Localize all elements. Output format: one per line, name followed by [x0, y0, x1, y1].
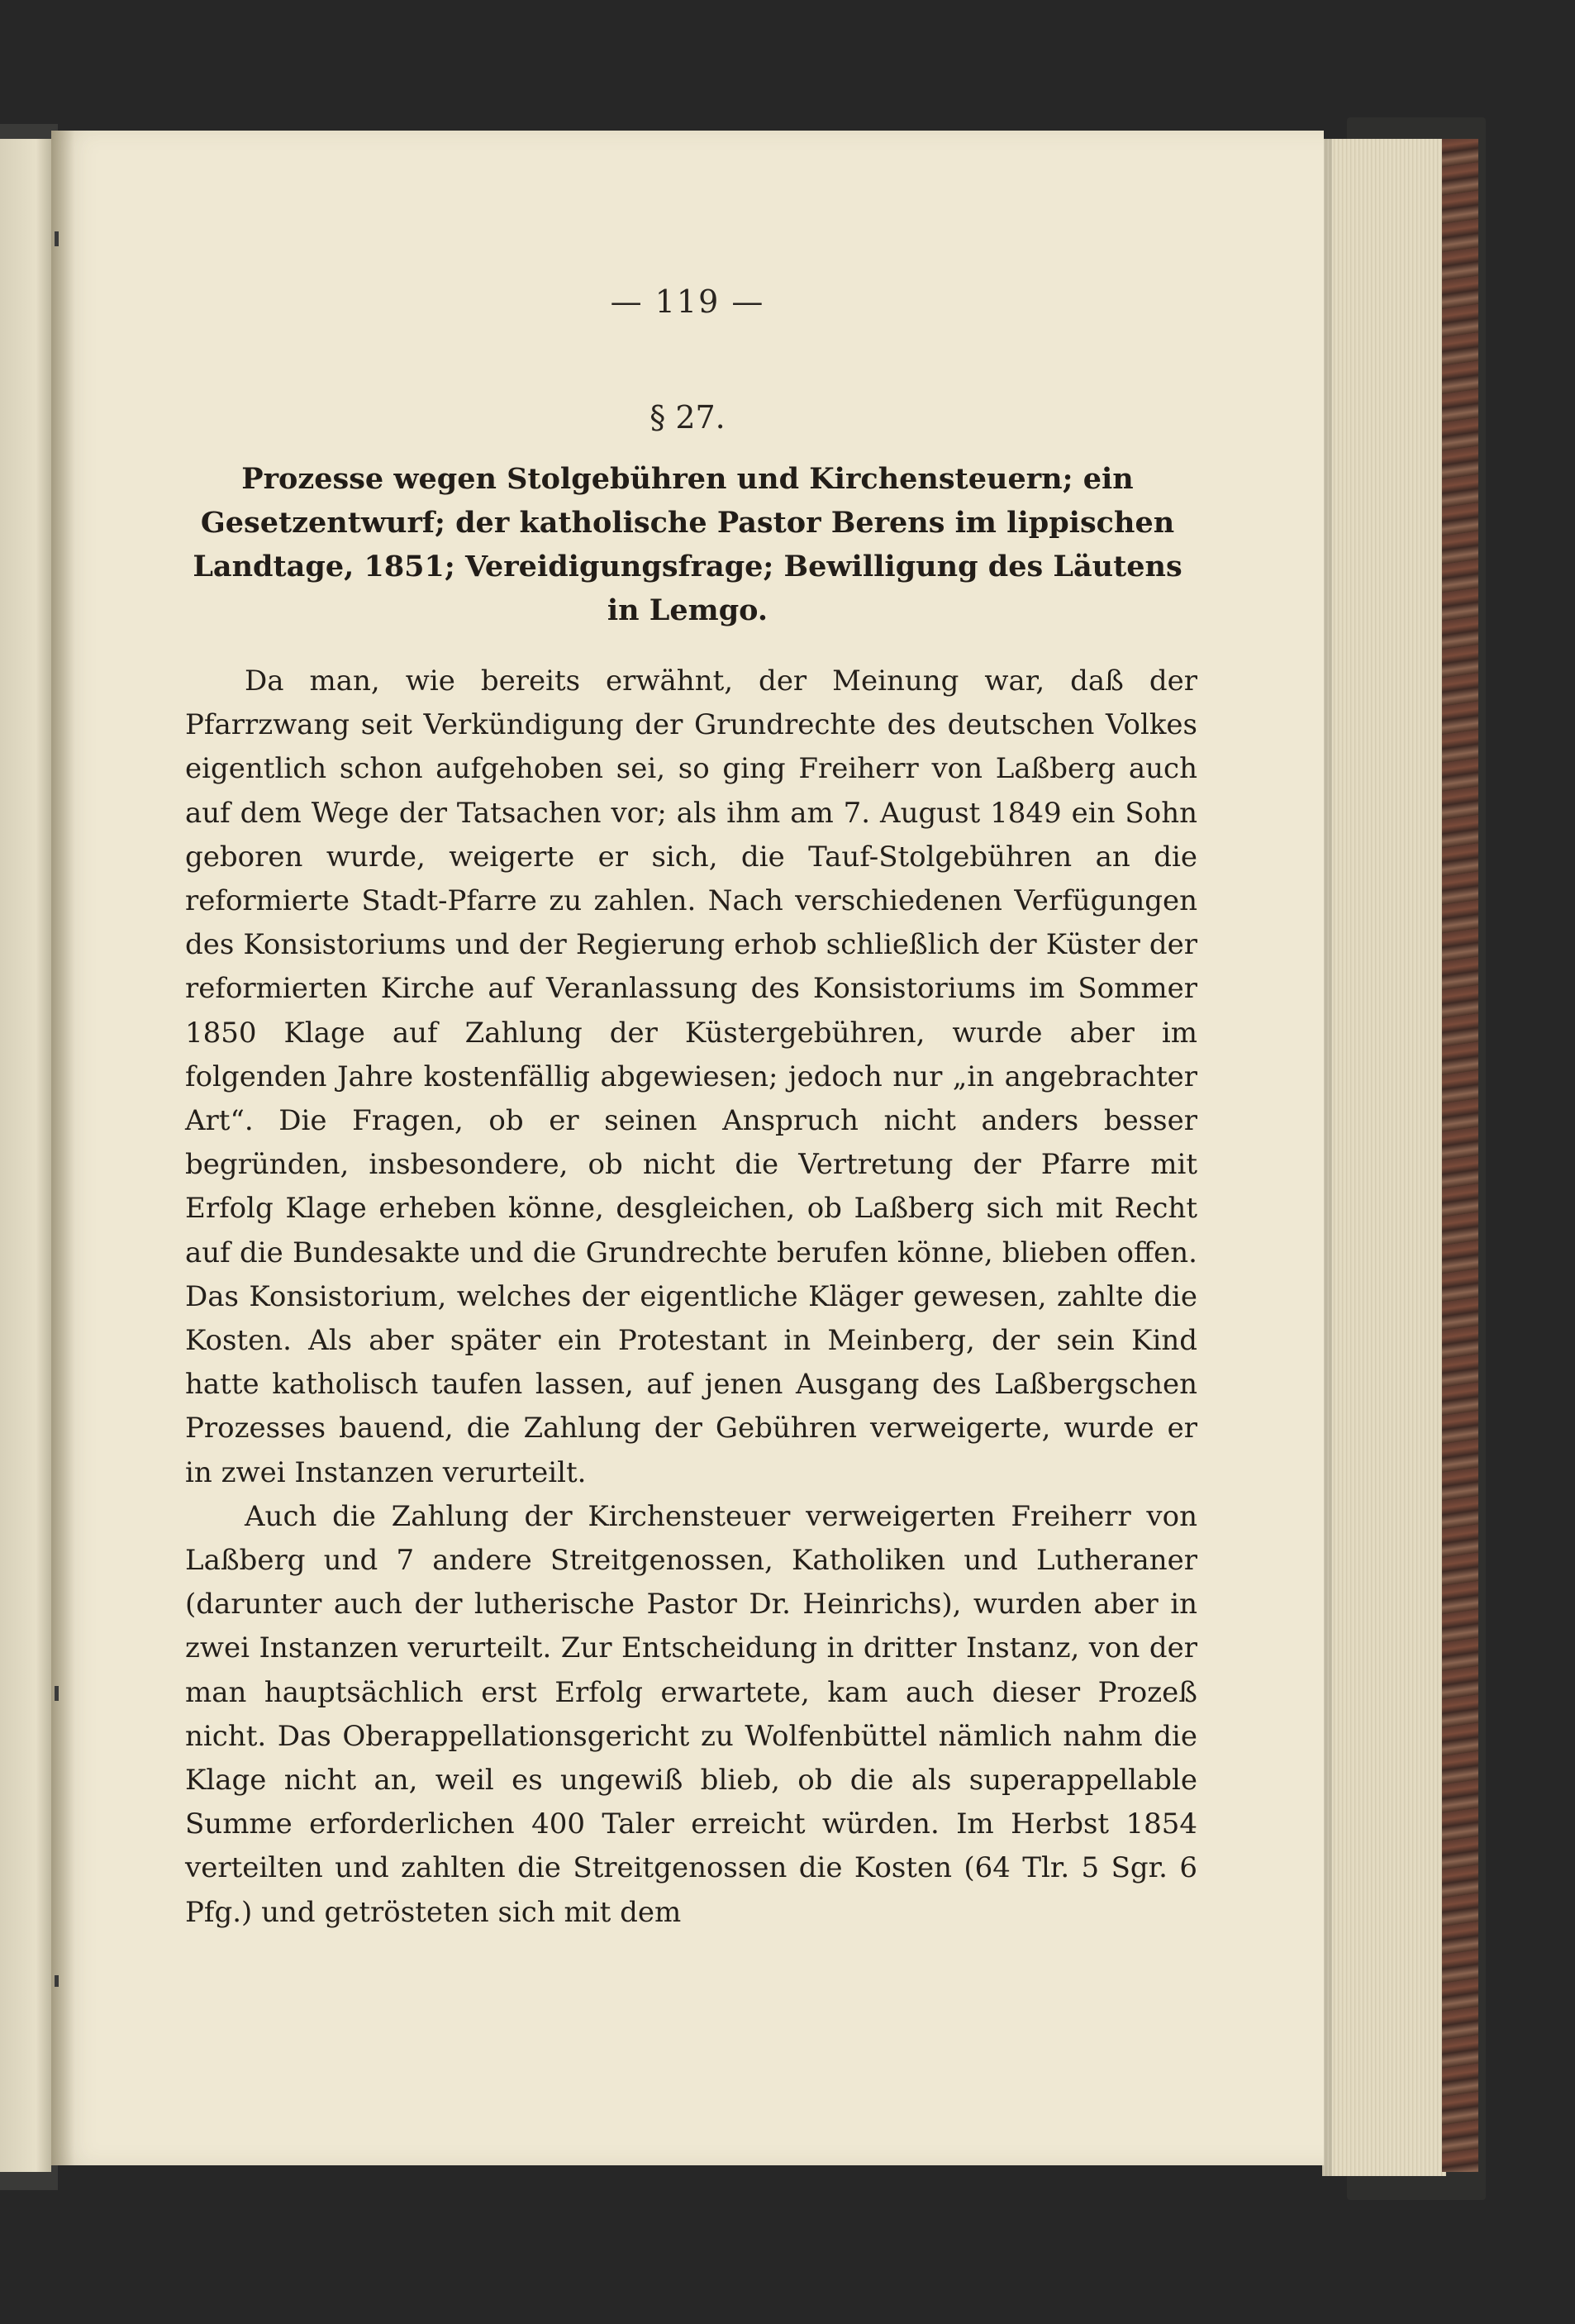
paragraph-1: Da man, wie bereits erwähnt, der Meinung war, daß der Pfarrzwang seit Verkündigung der Grundrechte des deutschen Volkes eigentlich schon aufgehoben sei, so ging Freiherr von Laßberg auch auf dem Wege der Tatsachen vor; als ihm am 7. August 1849 ein Sohn geboren wurde, weigerte er sich, die Tauf-Stolgebühren an die reformierte Stadt-Pfarre zu zahlen. Nach verschiedenen Verfügungen des Konsistoriums und der Regierung erhob schließlich der Küster der reformierten Kirche auf Veranlassung des Konsistoriums im Sommer 1850 Klage auf Zahlung der Küstergebühren, wurde aber im folgenden Jahre kostenfällig abgewiesen; jedoch nur „in angebrachter Art“. Die Fragen, ob er seinen Anspruch nicht anders besser begründen, insbesondere, ob nicht die Vertretung der Pfarre mit Erfolg Klage erheben könne, desgleichen, ob Laßberg sich mit Recht auf die Bundesakte und die Grundrechte berufen könne, blieben offen. Das Konsistorium, welches der eigentliche Kläger gewesen, zahlte die Kosten. Als aber später ein Protestant in Meinberg, der sein Kind hatte katholisch taufen lassen, auf jenen Ausgang des Laßbergschen Prozesses bauend, die Zahlung der Gebühren verweigerte, wurde er in zwei Instanzen verurteilt.: [185, 664, 1197, 1489]
marbled-edge: [1442, 139, 1478, 2172]
binding-mark: [55, 1975, 59, 1987]
section-number: § 27.: [650, 399, 726, 436]
page-block-edges: [1322, 139, 1446, 2176]
section-heading: Prozesse wegen Stolgebühren und Kirchensteuern; ein Gesetzentwurf; der katholische Pastor Berens im lippischen Landtage, 1851; Vereidigungsfrage; Bewilligung des Läutens in Lemgo.: [193, 462, 1182, 627]
body-text: [185, 660, 1197, 1935]
page-gutter-shadow: [51, 131, 74, 2165]
page-number: — 119 —: [610, 283, 765, 320]
binding-mark: [55, 1686, 59, 1701]
binding-mark: [55, 231, 59, 246]
paragraph-2: Auch die Zahlung der Kirchensteuer verweigerten Freiherr von Laßberg und 7 andere Streitgenossen, Katholiken und Lutheraner (darunter auch der lutherische Pastor Dr. Heinrichs), wurden aber in zwei Instanzen verurteilt. Zur Entscheidung in dritter Instanz, von der man hauptsächlich erst Erfolg erwartete, kam auch dieser Prozeß nicht. Das Oberappellationsgericht zu Wolfenbüttel nämlich nahm die Klage nicht an, weil es ungewiß blieb, ob die als superappellable Summe erforderlichen 400 Taler erreicht würden. Im Herbst 1854 verteilten und zahlten die Streitgenossen die Kosten (64 Tlr. 5 Sgr. 6 Pfg.) und getrösteten sich mit dem: [185, 1499, 1197, 1929]
book-page: [51, 131, 1324, 2165]
left-page-edge: [0, 139, 51, 2172]
